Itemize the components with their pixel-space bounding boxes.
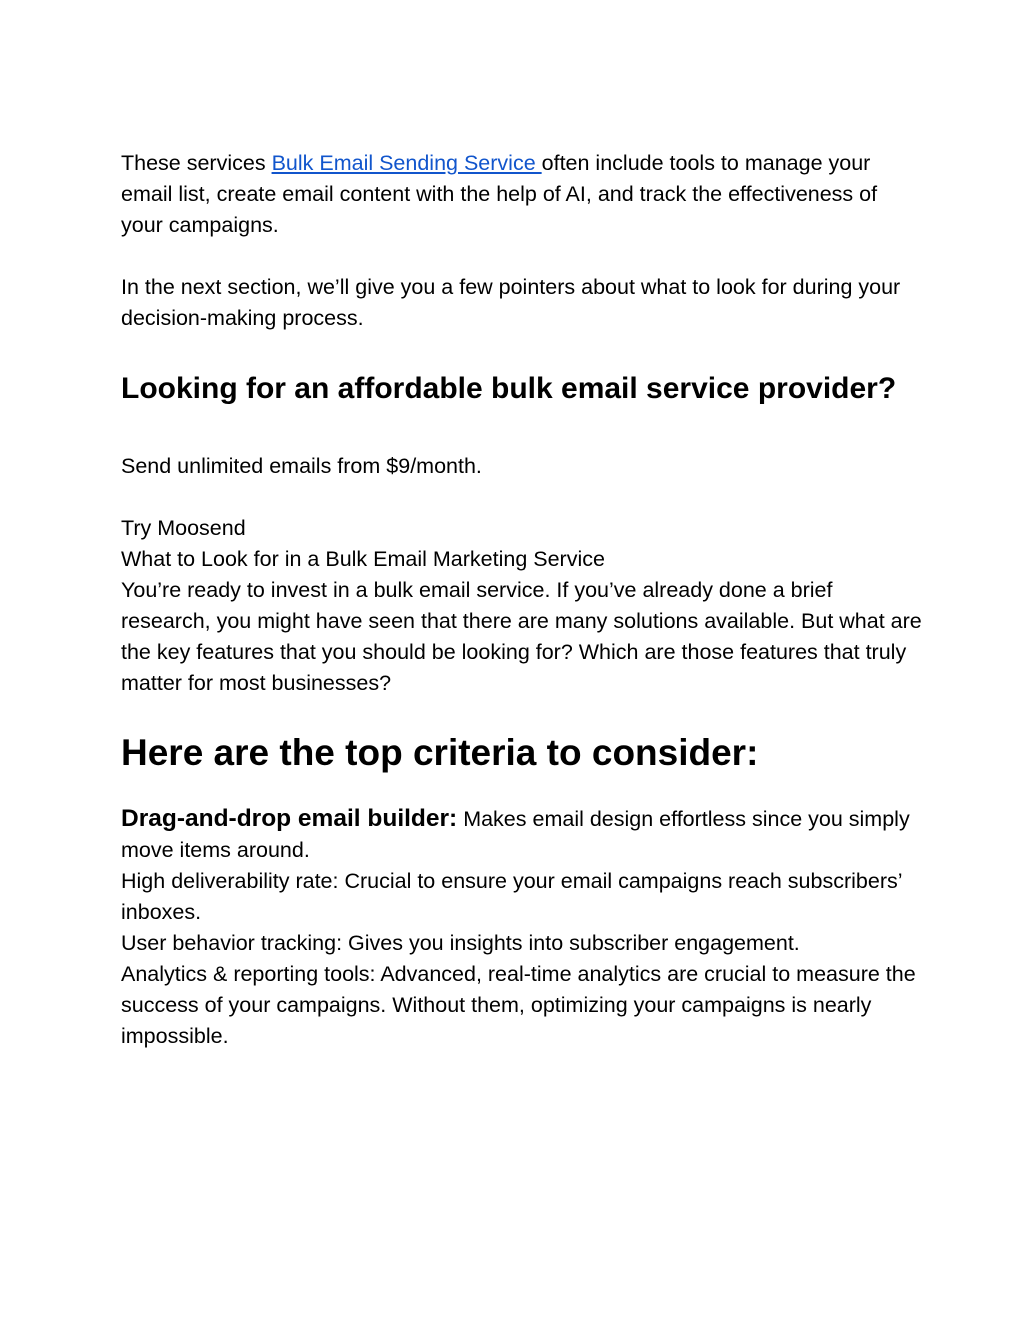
heading-gap bbox=[121, 411, 924, 451]
criterion-drag-and-drop-label: Drag-and-drop email builder: bbox=[121, 805, 458, 832]
criterion-behavior-tracking: User behavior tracking: Gives you insights into subscriber engagement. bbox=[121, 931, 800, 955]
criterion-drag-and-drop bbox=[121, 803, 924, 866]
intro-paragraph bbox=[121, 148, 924, 241]
what-to-look-title: What to Look for in a Bulk Email Marketing Service bbox=[121, 547, 605, 571]
paragraph-gap bbox=[121, 241, 924, 272]
next-section-paragraph: In the next section, we’ll give you a few pointers about what to look for during your decision-making process. bbox=[121, 275, 901, 330]
intro-before-link: These services bbox=[121, 151, 272, 175]
heading-gap bbox=[121, 775, 924, 803]
criterion-deliverability: High deliverability rate: Crucial to ensure your email campaigns reach subscribers’ inboxes. bbox=[121, 869, 902, 924]
what-to-look-body: You’re ready to invest in a bulk email service. If you’ve already done a brief research, you might have seen that there are many solutions available. But what are the key features that you should be looking for? Which are those features that truly matter for most businesses? bbox=[121, 578, 922, 695]
paragraph-gap bbox=[121, 482, 924, 513]
criterion-drag-and-drop-text: Makes email design effortless since you simply move items around. bbox=[121, 807, 910, 862]
bulk-email-sending-service-link[interactable]: Bulk Email Sending Service bbox=[271, 151, 542, 175]
intro-after-link: often include tools to manage your email list, create email content with the help of AI, and track the effectiveness of your campaigns. bbox=[121, 151, 878, 237]
promo-subtext: Send unlimited emails from $9/month. bbox=[121, 454, 482, 478]
criterion-analytics: Analytics & reporting tools: Advanced, real-time analytics are crucial to measure the success of your campaigns. Without them, optimizing your campaigns is nearly impossible. bbox=[121, 962, 916, 1048]
promo-heading: Looking for an affordable bulk email service provider? bbox=[121, 372, 897, 405]
try-moosend-cta: Try Moosend bbox=[121, 516, 246, 540]
criteria-heading: Here are the top criteria to consider: bbox=[121, 732, 759, 773]
